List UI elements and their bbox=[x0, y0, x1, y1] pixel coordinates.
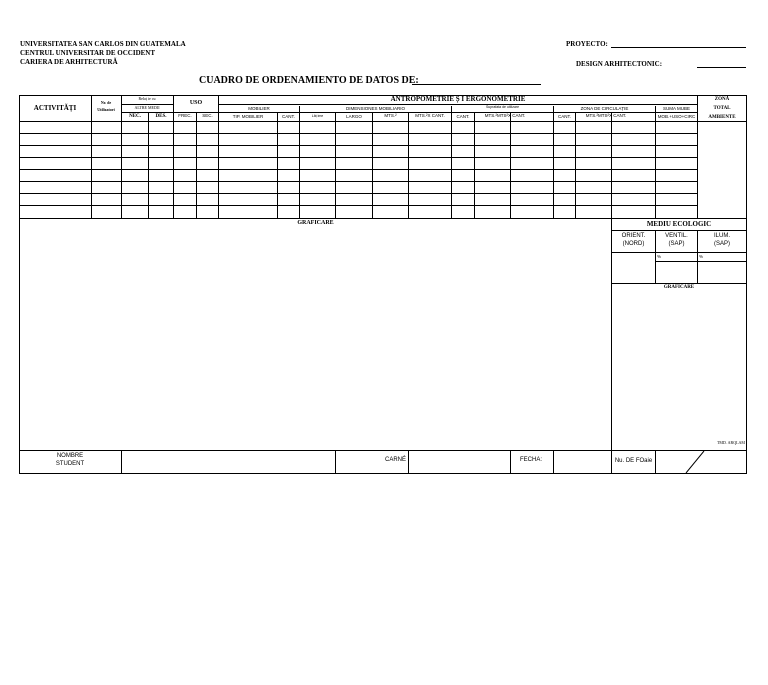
row-line bbox=[655, 261, 747, 262]
nu-de-foaie-label: Nu. DE FOaie bbox=[614, 458, 653, 464]
nec-header: NEC. bbox=[129, 114, 141, 119]
zona-header: ZONĂ bbox=[714, 97, 730, 102]
design-label: DESIGN ARHITECTONIC: bbox=[576, 60, 663, 68]
total-header: TOTAL bbox=[713, 106, 731, 111]
title-field-line[interactable] bbox=[412, 84, 541, 85]
col-line bbox=[372, 112, 373, 218]
proyecto-field-line[interactable] bbox=[611, 47, 746, 48]
largo-header: LARGO bbox=[346, 114, 362, 119]
cant-header-3: CANT. bbox=[557, 114, 571, 119]
col-line bbox=[553, 106, 554, 218]
tip-mobilier-header: TIP. MOBILIER bbox=[232, 114, 264, 119]
cant-header-2: CANT. bbox=[456, 114, 470, 119]
orient-label: ORIENT. bbox=[621, 233, 646, 239]
col-line bbox=[510, 112, 511, 218]
ilum-label: ILUM. bbox=[713, 233, 730, 239]
student-name-field[interactable] bbox=[122, 451, 335, 473]
col-line bbox=[335, 112, 336, 218]
col-line bbox=[575, 112, 576, 218]
mts2-mts2-cant-header: MTS.²MTS²X CANT. bbox=[484, 113, 526, 118]
uso-header: USO bbox=[189, 100, 203, 106]
ventil-label: VENTIL. bbox=[665, 233, 688, 239]
institution-line-2: CENTRUL UNIVERSITAR DE OCCIDENT bbox=[20, 49, 156, 57]
col-line bbox=[277, 112, 278, 218]
row-line bbox=[19, 133, 697, 134]
row-line bbox=[19, 121, 747, 122]
ventil-sap-label: (SAP) bbox=[668, 241, 685, 247]
row-line bbox=[19, 157, 697, 158]
ventil-percent: % bbox=[657, 254, 662, 259]
institution-header bbox=[20, 40, 186, 67]
mob-uso-circ-header: MOB.+USO+CIRC bbox=[657, 114, 696, 119]
suma-mobil-header: SUMA MUBE bbox=[662, 106, 690, 111]
col-line bbox=[655, 106, 656, 218]
zona-circulatie-header: ZONA DE CIRCULAȚIE bbox=[580, 106, 629, 111]
col-line bbox=[408, 112, 409, 218]
col-line bbox=[196, 112, 197, 218]
nr-de-header: Nr. de bbox=[100, 100, 112, 105]
tmd-label: TMD. ARQLAM bbox=[716, 440, 745, 445]
mts2-header: MTS.² bbox=[384, 113, 397, 118]
relatie-cu-header: Relaț ie cu bbox=[138, 96, 156, 101]
ilum-percent: % bbox=[699, 254, 704, 259]
row-line bbox=[19, 205, 697, 206]
nombre-label: NOMBRE bbox=[56, 453, 84, 459]
col-line bbox=[148, 112, 149, 218]
col-line bbox=[611, 218, 612, 474]
col-line bbox=[451, 106, 452, 218]
design-field-line[interactable] bbox=[697, 67, 746, 68]
activitati-header: ACTIVITĂȚI bbox=[33, 104, 77, 112]
cant-header: CANT. bbox=[281, 114, 295, 119]
ambiente-header: AMBIENTE bbox=[708, 115, 736, 120]
institution-line-3: CARIERA DE ARHITECTURĂ bbox=[20, 58, 118, 66]
proyecto-label: PROYECTO: bbox=[566, 40, 608, 48]
col-line bbox=[611, 112, 612, 218]
row-line bbox=[611, 230, 747, 231]
col-line bbox=[474, 112, 475, 218]
row-line bbox=[19, 218, 747, 219]
form-title: CUADRO DE ORDENAMIENTO DE DATOS DE: bbox=[199, 75, 419, 86]
graficare-small-title: GRAFICARE bbox=[663, 285, 695, 290]
row-line bbox=[19, 145, 697, 146]
antropometrie-header: ANTROPOMETRIE Ș I ERGONOMETRIE bbox=[390, 95, 526, 103]
utilizatori-header: Utilizatori bbox=[97, 107, 115, 112]
col-line bbox=[299, 106, 300, 218]
mts2-mts2-cant-header-2: MTS.²MTS²X CANT. bbox=[585, 113, 627, 118]
row-line bbox=[19, 169, 697, 170]
fecha-field[interactable] bbox=[554, 451, 611, 473]
suprafata-header: Suprafata de utilizare bbox=[485, 105, 520, 109]
des-header: DES. bbox=[155, 114, 167, 119]
row-line bbox=[611, 252, 747, 253]
carne-label: CARNÉ bbox=[384, 457, 406, 463]
carne-field[interactable] bbox=[409, 451, 510, 473]
student-label: STUDENT bbox=[55, 461, 85, 467]
row-line bbox=[218, 104, 697, 105]
mediu-ecologic-title: MEDIU ECOLOGIC bbox=[646, 220, 712, 228]
mobilier-header: MOBILIER bbox=[248, 106, 270, 111]
nord-label: (NORD) bbox=[622, 241, 645, 247]
fecha-label: FECHA: bbox=[519, 457, 542, 463]
row-line bbox=[19, 181, 697, 182]
dimensiones-header: DIMENSIONES MOBILIARIO bbox=[345, 106, 405, 111]
row-line bbox=[611, 283, 747, 284]
sec-header: SEC. bbox=[202, 113, 213, 118]
latime-header: Lăț ime bbox=[311, 114, 324, 118]
mts2-cant-header: MTS.²X CANT. bbox=[415, 113, 445, 118]
sheet-number-slash[interactable] bbox=[656, 451, 746, 473]
graficare-title: GRAFICARE bbox=[297, 220, 334, 226]
altre-medii-header: ALTRE MEDII bbox=[134, 105, 160, 110]
ilum-sap-label: (SAP) bbox=[713, 241, 730, 247]
institution-line-1: UNIVERSITATEA SAN CARLOS DIN GUATEMALA bbox=[20, 40, 186, 48]
col-line bbox=[697, 95, 698, 218]
row-line bbox=[19, 193, 697, 194]
frec-header: FREC. bbox=[178, 113, 192, 118]
